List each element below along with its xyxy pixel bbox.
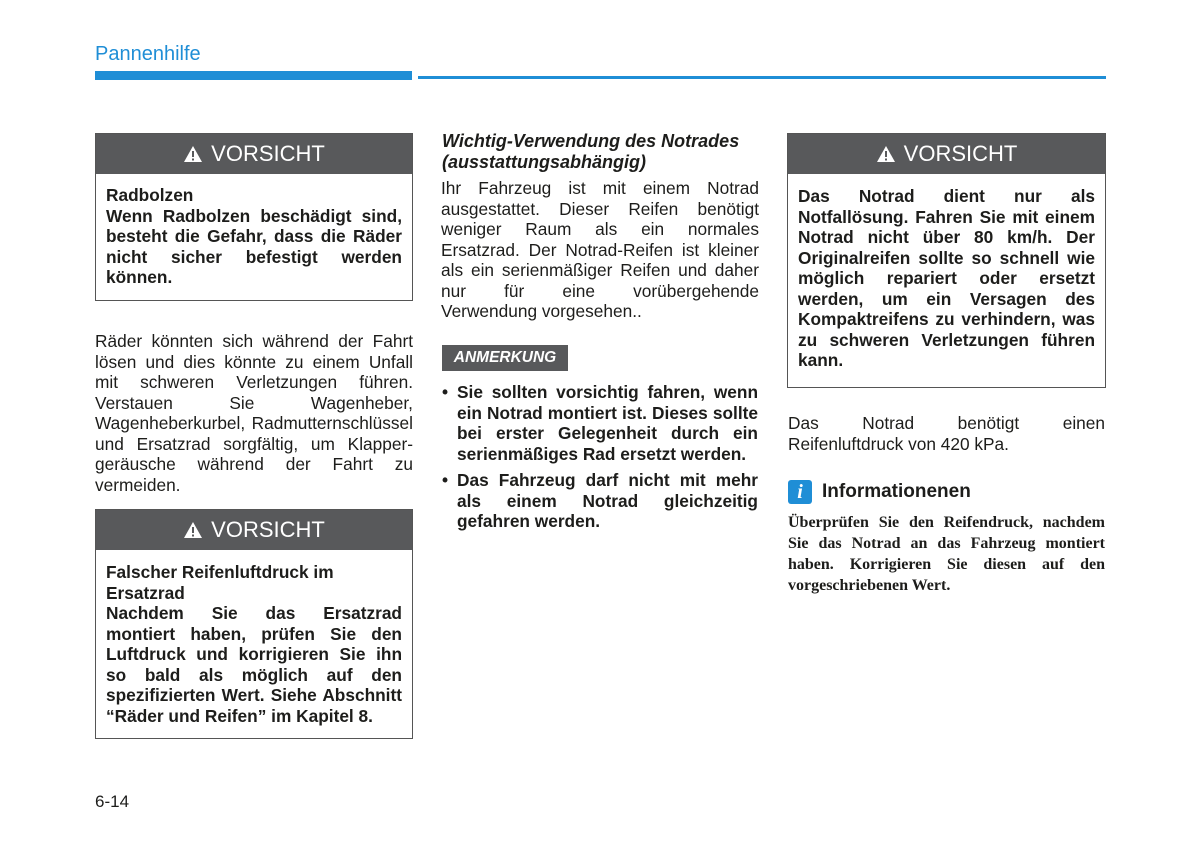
- warning-icon: [876, 145, 896, 163]
- caution-text: Nachdem Sie das Ersatzrad montiert haben, prüfen Sie den Luftdruck und korrigieren Sie ihn so bald als möglich auf den spezifizierten Wert. Siehe Abschnitt “Räder und Reifen” im Kapitel 8.: [106, 603, 402, 726]
- page-number: 6-14: [95, 792, 130, 811]
- header-rule-thin: [418, 76, 1106, 79]
- bullet-glyph: •: [442, 382, 449, 402]
- info-heading: [788, 480, 971, 504]
- caution-box-wheel-bolts: [95, 133, 413, 301]
- caution-heading: Falscher Reifenluftdruck im Ersatzrad: [106, 562, 334, 603]
- bullet-glyph: •: [442, 470, 449, 490]
- caution-box-tire-pressure: [95, 509, 413, 739]
- header-rule-thick: [95, 71, 412, 80]
- list-item: [440, 382, 758, 464]
- caution-title: VORSICHT: [903, 141, 1018, 166]
- caution-box-spare-wheel: [787, 133, 1106, 388]
- warning-icon: [183, 521, 203, 539]
- info-text: Überprüfen Sie den Reifendruck, nachdem Sie das Notrad an das Fahrzeug montiert haben. Korrigieren Sie diesen auf den vorgeschriebenen Wert.: [788, 514, 1105, 594]
- spare-wheel-paragraph: Ihr Fahrzeug ist mit einem Notrad ausgestattet. Dieser Reifen benötigt weniger Raum als ein normales Ersatzrad. Der Notrad-Reifen ist kleiner als ein serienmäßiger Reifen und daher nur für eine vorübergehende Verwendung vorgesehen..: [441, 178, 759, 321]
- note-badge: ANMERKUNG: [442, 345, 568, 371]
- info-icon: i: [788, 480, 812, 504]
- bullet-text: Das Fahrzeug darf nicht mit mehr als einem Notrad gleichzeitig gefahren werden.: [457, 470, 758, 531]
- spare-wheel-subheading: Wichtig-Verwendung des Notrades (ausstattungsabhängig): [442, 131, 740, 172]
- left-paragraph: Räder könnten sich während der Fahrt lösen und dies könnte zu einem Unfall mit schweren Verletzungen führen. Verstauen Sie Wagenheber, Wagenheberkurbel, Radmutternschlüssel und Ersatzrad sorgfältig, um Klapper-geräusche während der Fahrt zu vermeiden.: [95, 331, 413, 495]
- section-title: Pannenhilfe: [95, 43, 201, 65]
- caution-text: Wenn Radbolzen beschädigt sind, besteht die Gefahr, dass die Räder nicht sicher befestigt werden können.: [106, 205, 402, 287]
- caution-text: Das Notrad dient nur als Notfallösung. Fahren Sie mit einem Notrad nicht über 80 km/h. Der Originalreifen sollte so schnell wie möglich repariert oder ersetzt werden, um ein Versagen des Kompaktreifens zu verhindern, was zu schweren Verletzungen führen kann.: [798, 186, 1095, 370]
- tire-pressure-text: Das Notrad benötigt einen Reifenluftdruck von 420 kPa.: [788, 413, 1105, 454]
- caution-header: [96, 510, 412, 550]
- caution-title: VORSICHT: [211, 517, 325, 542]
- caution-header: [788, 134, 1105, 174]
- warning-icon: [183, 145, 203, 163]
- note-bullet-list: [440, 382, 758, 538]
- list-item: [440, 470, 758, 532]
- bullet-text: Sie sollten vorsichtig fahren, wenn ein Notrad montiert ist. Dieses sollte bei erster Gelegenheit durch ein serienmäßiges Rad ersetzt werden.: [457, 382, 758, 464]
- caution-header: [96, 134, 412, 174]
- caution-heading: Radbolzen: [106, 185, 194, 205]
- caution-title: VORSICHT: [211, 141, 325, 166]
- info-title: Informationenen: [822, 481, 971, 502]
